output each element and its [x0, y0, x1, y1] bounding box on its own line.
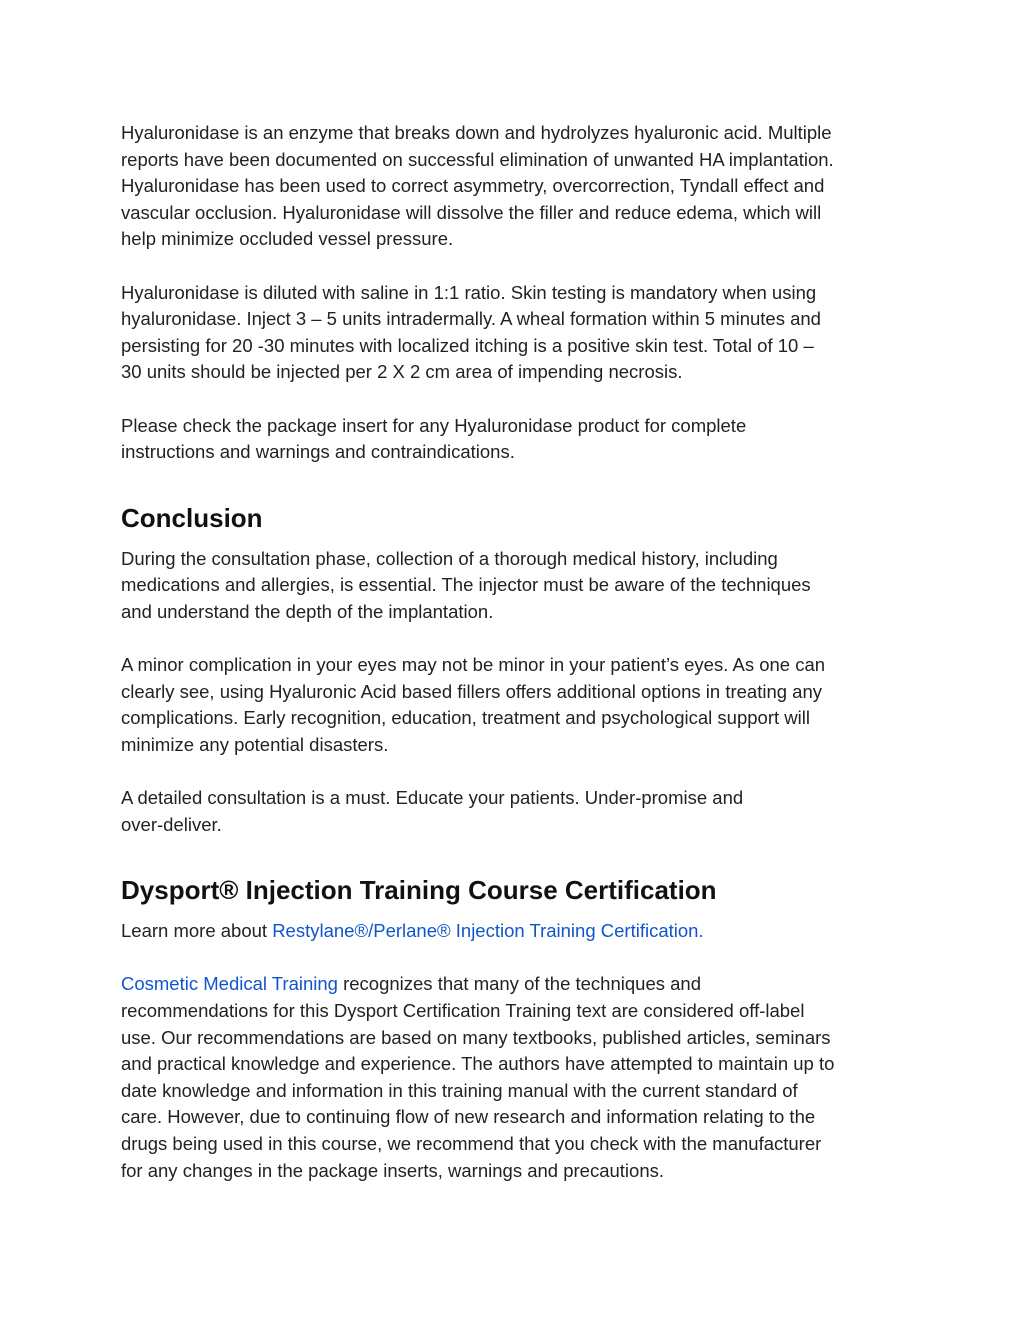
hyaluronidase-dilution-paragraph: [121, 280, 911, 386]
text-line: date knowledge and information in this training manual with the current standard of: [121, 1079, 798, 1101]
disclaimer-paragraph: [121, 971, 911, 1184]
text-line: minimize any potential disasters.: [121, 733, 389, 755]
learn-more-prefix: Learn more about: [121, 920, 273, 942]
minor-complication-paragraph: [121, 652, 911, 758]
text-line: for any changes in the package inserts, warnings and precautions.: [121, 1159, 664, 1181]
text-line: A detailed consultation is a must. Educate your patients. Under-promise and: [121, 787, 744, 809]
cosmetic-medical-training-link[interactable]: Cosmetic Medical Training: [121, 973, 338, 995]
detailed-consultation-paragraph: [121, 785, 911, 838]
learn-more-paragraph: [121, 918, 911, 945]
restylane-perlane-link[interactable]: Restylane®/Perlane® Injection Training Certification.: [272, 920, 704, 942]
text-line: clearly see, using Hyaluronic Acid based fillers offers additional options in treating any: [121, 680, 822, 702]
text-line: vascular occlusion. Hyaluronidase will dissolve the filler and reduce edema, which will: [121, 201, 822, 223]
text-line: During the consultation phase, collection of a thorough medical history, including: [121, 547, 778, 569]
disclaimer-first-line-rest: recognizes that many of the techniques and: [337, 973, 701, 995]
consultation-paragraph: [121, 546, 911, 626]
text-line: and understand the depth of the implantation.: [121, 600, 494, 622]
text-line: complications. Early recognition, education, treatment and psychological support will: [121, 707, 810, 729]
text-line: 30 units should be injected per 2 X 2 cm area of impending necrosis.: [121, 361, 683, 383]
text-line: A minor complication in your eyes may not be minor in your patient’s eyes. As one can: [121, 654, 826, 676]
document-page: [121, 120, 911, 1184]
text-line: use. Our recommendations are based on many textbooks, published articles, seminars: [121, 1026, 831, 1048]
text-line: Hyaluronidase is an enzyme that breaks down and hydrolyzes hyaluronic acid. Multiple: [121, 122, 832, 143]
text-line: help minimize occluded vessel pressure.: [121, 228, 454, 250]
conclusion-heading: Conclusion: [121, 502, 263, 533]
text-line: [121, 918, 911, 945]
package-insert-paragraph: [121, 413, 911, 466]
text-line: Hyaluronidase is diluted with saline in 1:1 ratio. Skin testing is mandatory when using: [121, 281, 817, 303]
text-line: drugs being used in this course, we recommend that you check with the manufacturer: [121, 1133, 822, 1154]
text-line: reports have been documented on successful elimination of unwanted HA implantation.: [121, 148, 834, 170]
text-line: and practical knowledge and experience. The authors have attempted to maintain up to: [121, 1053, 835, 1075]
text-line: Hyaluronidase has been used to correct asymmetry, overcorrection, Tyndall effect and: [121, 175, 825, 197]
text-line: hyaluronidase. Inject 3 – 5 units intradermally. A wheal formation within 5 minutes and: [121, 308, 821, 330]
text-line: care. However, due to continuing flow of new research and information relating to the: [121, 1106, 816, 1128]
text-line: persisting for 20 -30 minutes with localized itching is a positive skin test. Total of 10 –: [121, 334, 814, 356]
text-line: Please check the package insert for any Hyaluronidase product for complete: [121, 414, 747, 436]
dysport-heading: Dysport® Injection Training Course Certification: [121, 875, 717, 906]
text-line: over-deliver.: [121, 813, 222, 835]
hyaluronidase-intro-paragraph: [121, 120, 911, 253]
text-line: recommendations for this Dysport Certification Training text are considered off-label: [121, 1000, 805, 1022]
text-line: medications and allergies, is essential. The injector must be aware of the techniques: [121, 574, 811, 596]
text-line: [121, 971, 911, 998]
text-line: instructions and warnings and contraindications.: [121, 441, 515, 463]
